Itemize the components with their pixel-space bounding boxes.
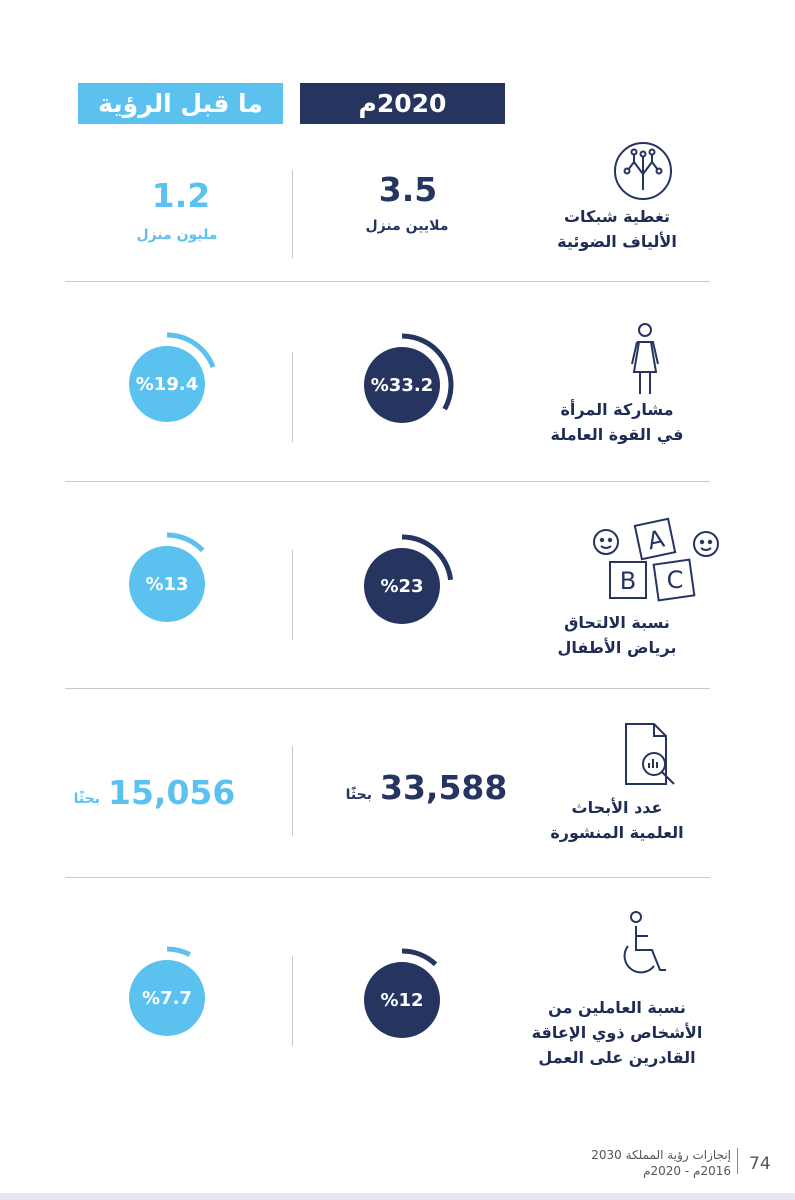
current-percent: %23 — [380, 576, 424, 597]
row-label-women — [527, 397, 707, 447]
bottom-strip — [0, 1193, 795, 1200]
column-divider — [292, 352, 293, 442]
svg-text:A: A — [645, 524, 667, 556]
before-percent: %7.7 — [142, 988, 192, 1009]
before-value: 1.2 — [151, 176, 211, 215]
label-line: عدد الأبحاث — [571, 798, 663, 817]
label-line: نسبة الالتحاق — [564, 613, 670, 632]
row-divider — [65, 281, 710, 282]
before-percent: %13 — [145, 574, 189, 595]
footer-title: إنجازات رؤية المملكة 2030 — [591, 1148, 731, 1162]
row-label-disability — [527, 995, 707, 1070]
ring-arc — [402, 951, 436, 964]
row-divider — [65, 688, 710, 689]
ring-arc — [167, 949, 190, 955]
label-line: العلمية المنشورة — [550, 823, 684, 842]
label-line: مشاركة المرأة — [560, 400, 674, 419]
svg-text:C: C — [666, 566, 684, 594]
label-line: الأشخاص ذوي الإعاقة — [531, 1023, 703, 1042]
current-unit: ملايين منزل — [365, 218, 449, 234]
row-divider — [65, 877, 710, 878]
label-line: برياض الأطفال — [557, 638, 677, 657]
svg-text:B: B — [619, 567, 637, 595]
current-percent: %33.2 — [370, 375, 434, 396]
column-divider — [292, 550, 293, 640]
row-label-kindergarten — [527, 610, 707, 660]
header-before-vision: ما قبل الرؤية — [78, 83, 283, 124]
label-line: الألياف الضوئية — [557, 232, 677, 251]
label-line: في القوة العاملة — [550, 425, 684, 444]
page-number: 74 — [749, 1154, 771, 1174]
header-2020: 2020م — [300, 83, 505, 124]
footer-years: 2016م - 2020م — [643, 1164, 731, 1178]
column-divider — [292, 170, 293, 258]
label-line: تغطية شبكات — [563, 207, 671, 226]
footer-divider — [737, 1148, 738, 1174]
woman-icon — [628, 322, 662, 396]
before-unit: مليون منزل — [136, 227, 218, 243]
before-value: 15,056 — [108, 773, 236, 812]
label-line: القادرين على العمل — [538, 1048, 696, 1067]
current-value: 3.5 — [378, 170, 438, 209]
abc-blocks-icon — [590, 514, 722, 604]
row-label-fiber — [527, 204, 707, 254]
before-percent: %19.4 — [135, 374, 199, 395]
current-value: 33,588 — [380, 768, 508, 807]
row-divider — [65, 481, 710, 482]
research-document-icon — [622, 722, 680, 788]
fiber-network-icon — [612, 140, 674, 202]
label-line: نسبة العاملين من — [548, 998, 686, 1017]
row-label-research — [527, 795, 707, 845]
column-divider — [292, 956, 293, 1046]
before-unit: بحثًا — [73, 791, 100, 807]
current-unit: بحثًا — [345, 787, 372, 803]
column-divider — [292, 746, 293, 836]
wheelchair-icon — [618, 910, 670, 982]
current-percent: %12 — [380, 990, 424, 1011]
